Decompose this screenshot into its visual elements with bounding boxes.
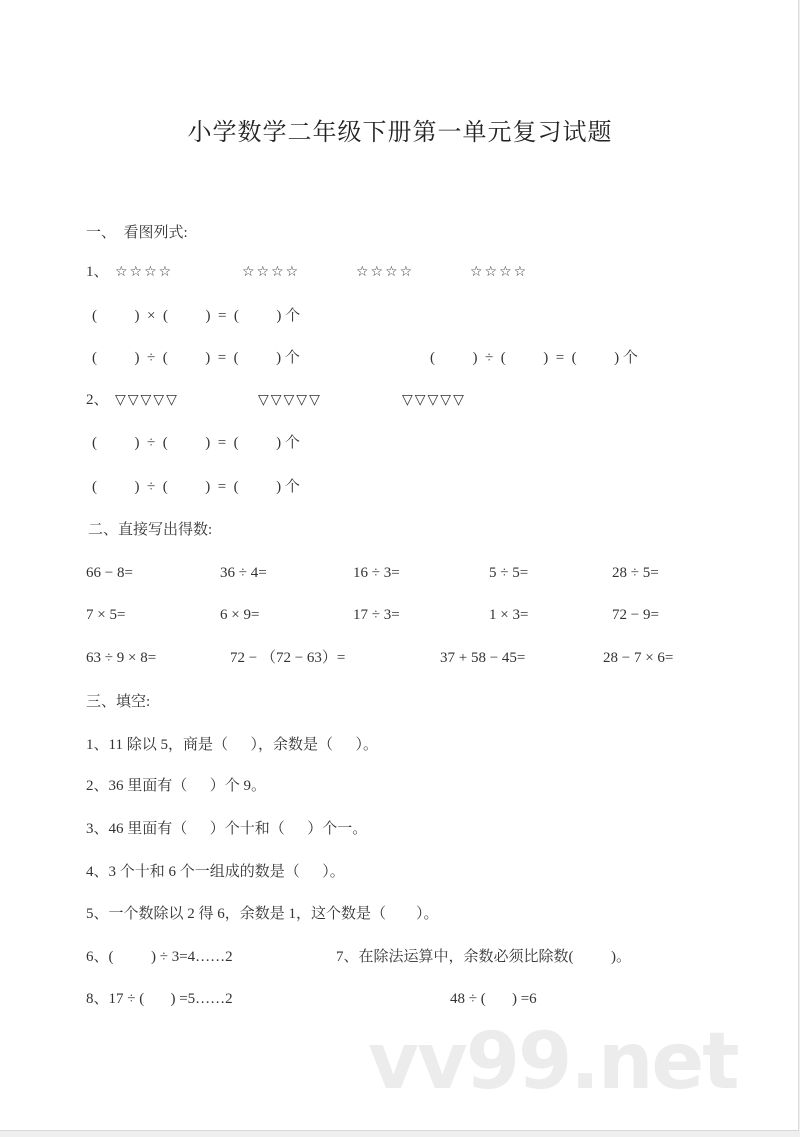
star-group: ☆☆☆☆ [242,264,301,280]
calc-item: 36 ÷ 4= [220,565,267,581]
fill-item: 5、一个数除以 2 得 6，余数是 1，这个数是（ ）。 [86,906,439,922]
equation-blank: ( ) ÷ ( ) = ( ) 个 [92,435,300,451]
equation-blank: ( ) ÷ ( ) = ( ) 个 [430,350,638,366]
section1-heading: 一、 看图列式: [86,225,188,241]
triangle-group: ▽▽▽▽▽ [258,392,322,408]
question-number: 2、 [86,392,109,408]
calc-item: 6 × 9= [220,607,260,623]
calc-item: 66 − 8= [86,565,133,581]
fill-item: 1、11 除以 5，商是（ ），余数是（ ）。 [86,737,378,753]
calc-item: 72 − 9= [612,607,659,623]
fill-item: 7、在除法运算中，余数必须比除数( )。 [336,949,631,965]
calc-item: 5 ÷ 5= [489,565,529,581]
fill-item: 3、46 里面有（ ）个十和（ ）个一。 [86,821,368,837]
question-number: 1、 [86,264,109,280]
equation-blank: ( ) ÷ ( ) = ( ) 个 [92,479,300,495]
calc-item: 16 ÷ 3= [353,565,400,581]
calc-item: 7 × 5= [86,607,126,623]
watermark: vv99.net [368,1017,738,1107]
triangle-group: ▽▽▽▽▽ [115,392,179,408]
calc-item: 37 + 58 − 45= [440,650,526,666]
fill-item: 48 ÷ ( ) =6 [450,991,537,1007]
calc-item: 63 ÷ 9 × 8= [86,650,157,666]
section2-heading: 二、直接写出得数: [88,522,213,538]
page-title: 小学数学二年级下册第一单元复习试题 [187,120,613,146]
fill-item: 8、17 ÷ ( ) =5……2 [86,991,233,1007]
star-group: ☆☆☆☆ [356,264,415,280]
calc-item: 28 − 7 × 6= [603,650,674,666]
star-group: ☆☆☆☆ [115,264,174,280]
equation-blank: ( ) ÷ ( ) = ( ) 个 [92,350,300,366]
fill-item: 4、3 个十和 6 个一组成的数是（ ）。 [86,864,345,880]
triangle-group: ▽▽▽▽▽ [402,392,466,408]
calc-item: 17 ÷ 3= [353,607,400,623]
star-group: ☆☆☆☆ [470,264,529,280]
fill-item: 6、( ) ÷ 3=4……2 [86,949,233,965]
calc-item: 1 × 3= [489,607,529,623]
equation-blank: ( ) × ( ) = ( ) 个 [92,308,301,324]
section3-heading: 三、填空: [86,694,151,710]
calc-item: 72 − （72 − 63）= [230,650,346,666]
fill-item: 2、36 里面有（ ）个 9。 [86,778,267,794]
calc-item: 28 ÷ 5= [612,565,659,581]
